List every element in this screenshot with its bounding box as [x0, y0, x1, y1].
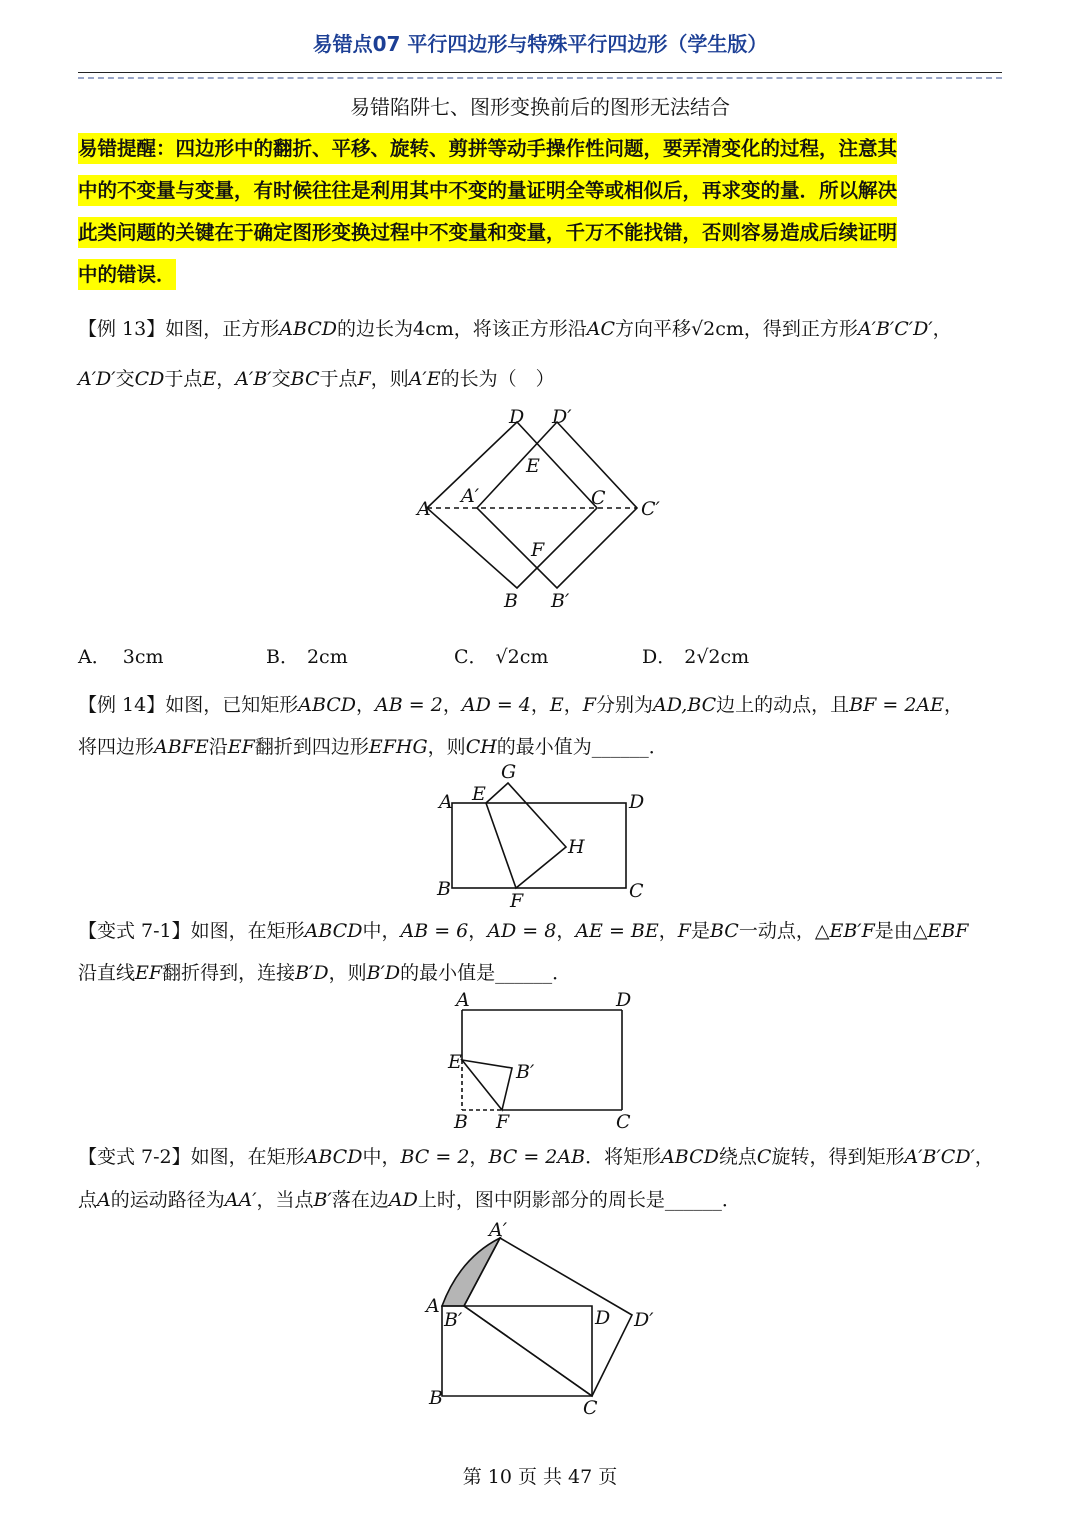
rectangle-abcd — [452, 803, 626, 888]
label-e: E — [472, 783, 486, 805]
square-abcd — [427, 422, 597, 588]
ex14-line1: 【例 14】如图，已知矩形ABCD，AB = 2，AD = 4，E，F分别为AD,BC边上的动点，且BF = 2AE， — [78, 694, 964, 716]
ex13-line1: 【例 13】如图，正方形ABCD的边长为4cm，将该正方形沿AC方向平移√2cm，得到正方形A′B′C′D′， — [78, 318, 952, 340]
ex13-option-a[interactable]: A． 3cm — [78, 646, 164, 668]
warning-line: 易错提醒：四边形中的翻折、平移、旋转、剪拼等动手操作性问题，要弄清变化的过程，注意其 — [78, 133, 897, 164]
label-h: H — [568, 836, 585, 858]
label-d: D — [629, 791, 645, 813]
label-b: B — [454, 1111, 468, 1133]
label-c-prime: C′ — [641, 498, 660, 520]
label-b-prime: B′ — [444, 1309, 463, 1331]
label-b: B — [437, 878, 451, 900]
shaded-region — [442, 1238, 500, 1306]
label-a-prime: A′ — [489, 1219, 508, 1241]
label-d-prime: D′ — [634, 1309, 654, 1331]
var72-figure — [420, 1218, 660, 1418]
warning-line: 中的错误． — [78, 259, 176, 290]
var72-line1: 【变式 7-2】如图，在矩形ABCD中，BC = 2，BC = 2AB．将矩形ABCD绕点C旋转，得到矩形A′B′CD′， — [78, 1146, 994, 1168]
label-c: C — [591, 487, 606, 509]
label-d: D — [616, 989, 632, 1011]
ex13-line2: A′D′交CD于点E，A′B′交BC于点F，则A′E的长为（ ） — [78, 368, 555, 390]
quadrilateral-efhg — [486, 783, 566, 888]
label-e: E — [526, 455, 540, 477]
var71-line2: 沿直线EF翻折得到，连接B′D，则B′D的最小值是______． — [78, 962, 572, 984]
ex14-figure — [430, 760, 660, 910]
ex13-figure — [405, 400, 685, 620]
label-f: F — [531, 539, 545, 561]
ex14-line2: 将四边形ABFE沿EF翻折到四边形EFHG，则CH的最小值为______． — [78, 736, 668, 758]
label-a-prime: A′ — [461, 485, 480, 507]
square-a1b1c1d1 — [477, 422, 637, 588]
label-b-prime: B′ — [516, 1061, 535, 1083]
page-footer: 第 10 页 共 47 页 — [462, 1466, 618, 1488]
warning-line: 中的不变量与变量，有时候往往是利用其中不变的量证明全等或相似后，再求变的量．所以解决 — [78, 175, 897, 206]
ex13-option-d[interactable]: D． 2√2cm — [642, 646, 750, 668]
label-f: F — [496, 1111, 510, 1133]
label-c: C — [616, 1111, 631, 1133]
page-header-title: 易错点07 平行四边形与特殊平行四边形（学生版） — [312, 32, 768, 56]
label-a: A — [417, 498, 431, 520]
label-a: A — [439, 791, 453, 813]
header-dashed-divider — [78, 77, 1002, 79]
label-f: F — [510, 890, 524, 910]
header-divider — [78, 72, 1002, 73]
label-e: E — [448, 1051, 462, 1073]
label-d-prime: D′ — [552, 406, 572, 428]
label-d: D — [509, 406, 525, 428]
warning-line: 此类问题的关键在于确定图形变换过程中不变量和变量，千万不能找错，否则容易造成后续证明 — [78, 217, 897, 248]
label-a: A — [426, 1295, 440, 1317]
label-c: C — [583, 1397, 598, 1418]
label-b-prime: B′ — [551, 590, 570, 612]
section-title: 易错陷阱七、图形变换前后的图形无法结合 — [350, 95, 730, 119]
ex13-option-b[interactable]: B． 2cm — [266, 646, 348, 668]
label-d: D — [595, 1307, 611, 1329]
var72-line2: 点A的运动路径为AA′，当点B′落在边AD上时，图中阴影部分的周长是______． — [78, 1189, 741, 1211]
label-a: A — [456, 989, 470, 1011]
label-b: B — [504, 590, 518, 612]
ex13-option-c[interactable]: C． √2cm — [454, 646, 549, 668]
label-b: B — [429, 1387, 443, 1409]
segment-b1c — [464, 1306, 592, 1396]
var71-line1: 【变式 7-1】如图，在矩形ABCD中，AB = 6，AD = 8，AE = BE，F是BC一动点，△EB′F是由△EBF — [78, 920, 969, 942]
label-c: C — [629, 880, 644, 902]
label-g: G — [501, 761, 517, 783]
var71-figure — [440, 988, 650, 1136]
triangle-eb1f — [462, 1060, 512, 1110]
rectangle-abcd — [442, 1306, 592, 1396]
warning-box — [78, 128, 1008, 296]
